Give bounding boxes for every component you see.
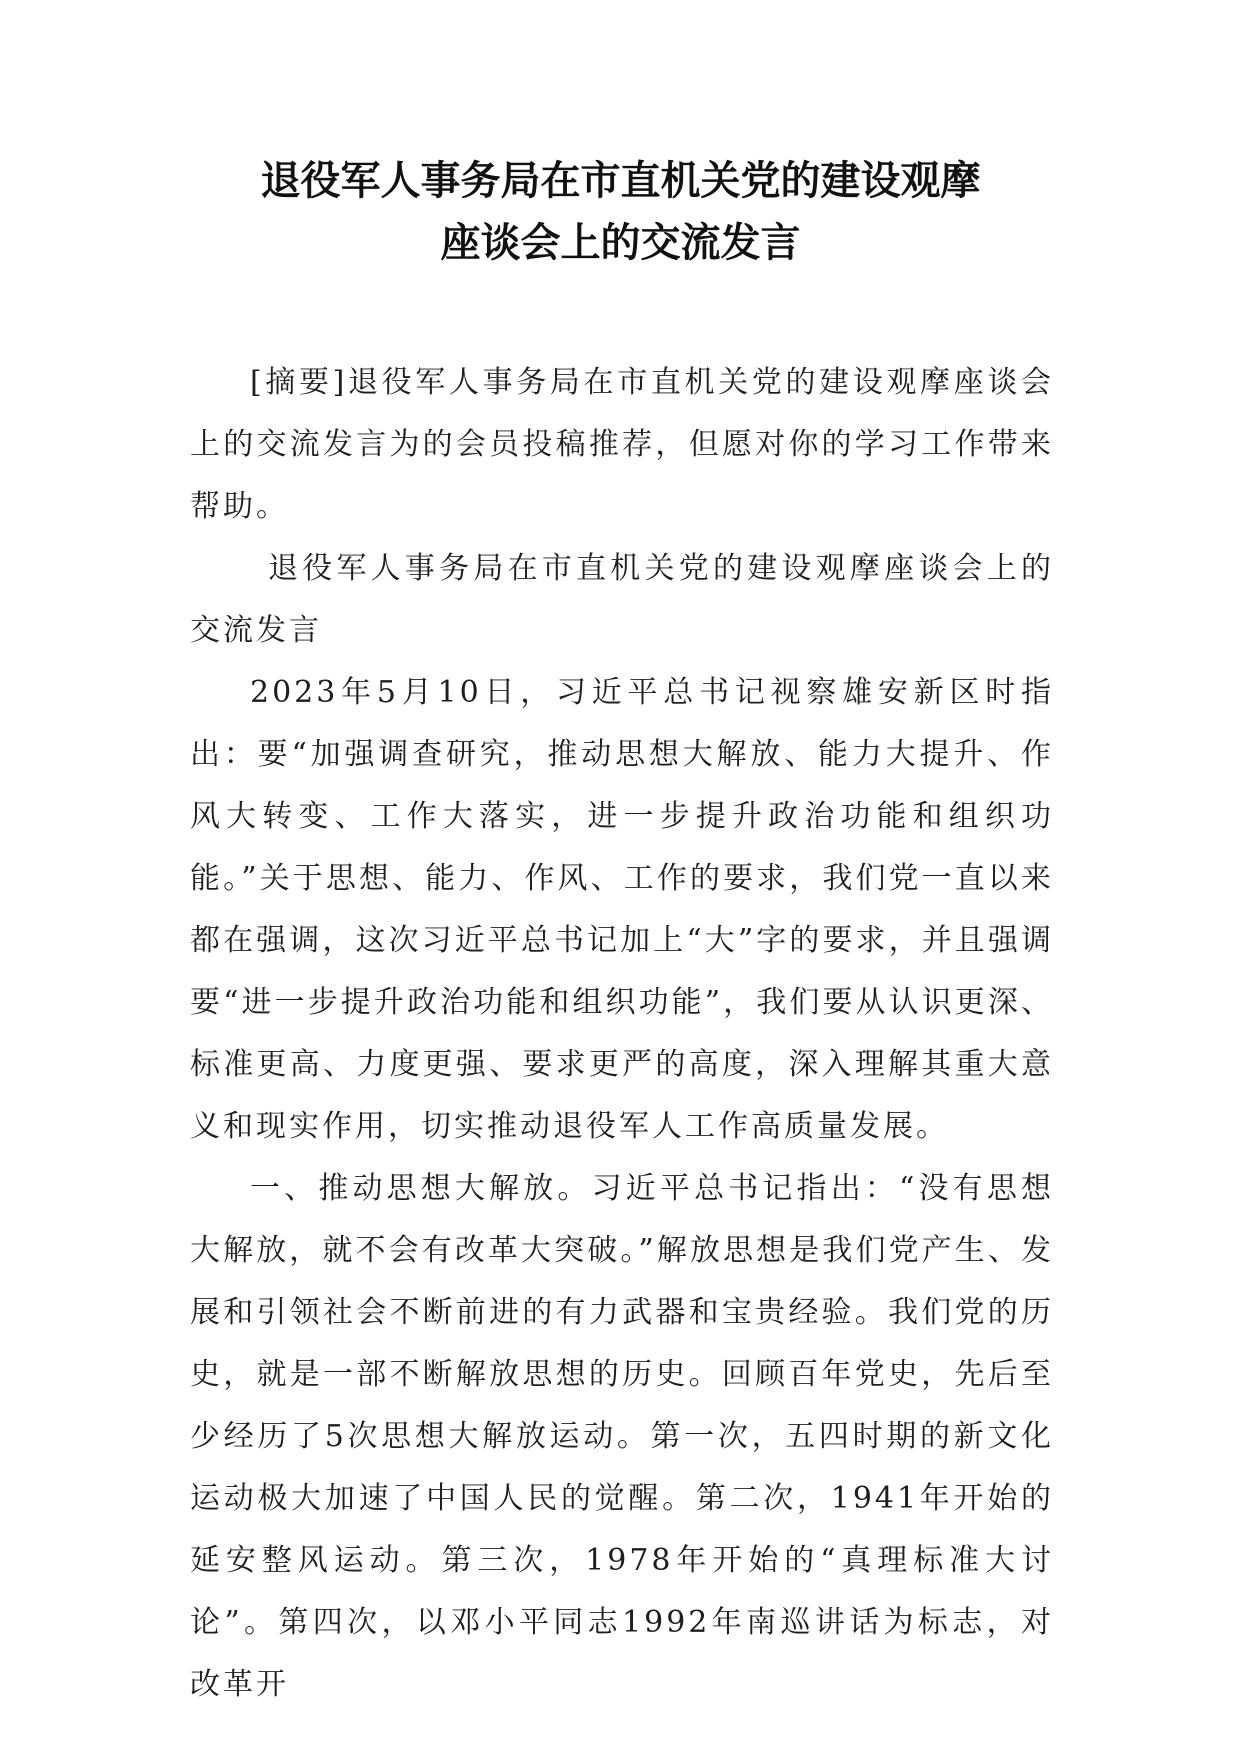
abstract-paragraph: [摘要]退役军人事务局在市直机关党的建设观摩座谈会上的交流发言为的会员投稿推荐，但愿对你的学习工作带来帮助。 — [190, 365, 1054, 524]
subtitle-paragraph: 退役军人事务局在市直机关党的建设观摩座谈会上的交流发言 — [190, 551, 1054, 648]
document-title — [150, 150, 1091, 274]
title-line-1: 退役军人事务局在市直机关党的建设观摩 — [260, 158, 981, 204]
title-line-2: 座谈会上的交流发言 — [440, 220, 801, 266]
intro-paragraph: 2023年5月10日，习近平总书记视察雄安新区时指出：要“加强调查研究，推动思想大解放、能力大提升、作风大转变、工作大落实，进一步提升政治功能和组织功能。”关于思想、能力、作风、工作的要求，我们党一直以来都在强调，这次习近平总书记加上“大”字的要求，并且强调要“进一步提升政治功能和组织功能”，我们要从认识更深、标准更高、力度更强、要求更严的高度，深入理解其重大意义和现实作用，切实推动退役军人工作高质量发展。 — [190, 675, 1054, 1144]
section-one-paragraph: 一、推动思想大解放。习近平总书记指出：“没有思想大解放，就不会有改革大突破。”解放思想是我们党产生、发展和引领社会不断前进的有力武器和宝贵经验。我们党的历史，就是一部不断解放思想的历史。回顾百年党史，先后至少经历了5次思想大解放运动。第一次，五四时期的新文化运动极大加速了中国人民的觉醒。第二次，1941年开始的延安整风运动。第三次，1978年开始的“真理标准大讨论”。第四次，以邓小平同志1992年南巡讲话为标志，对改革开 — [190, 1171, 1054, 1702]
document-body — [190, 352, 1054, 1716]
